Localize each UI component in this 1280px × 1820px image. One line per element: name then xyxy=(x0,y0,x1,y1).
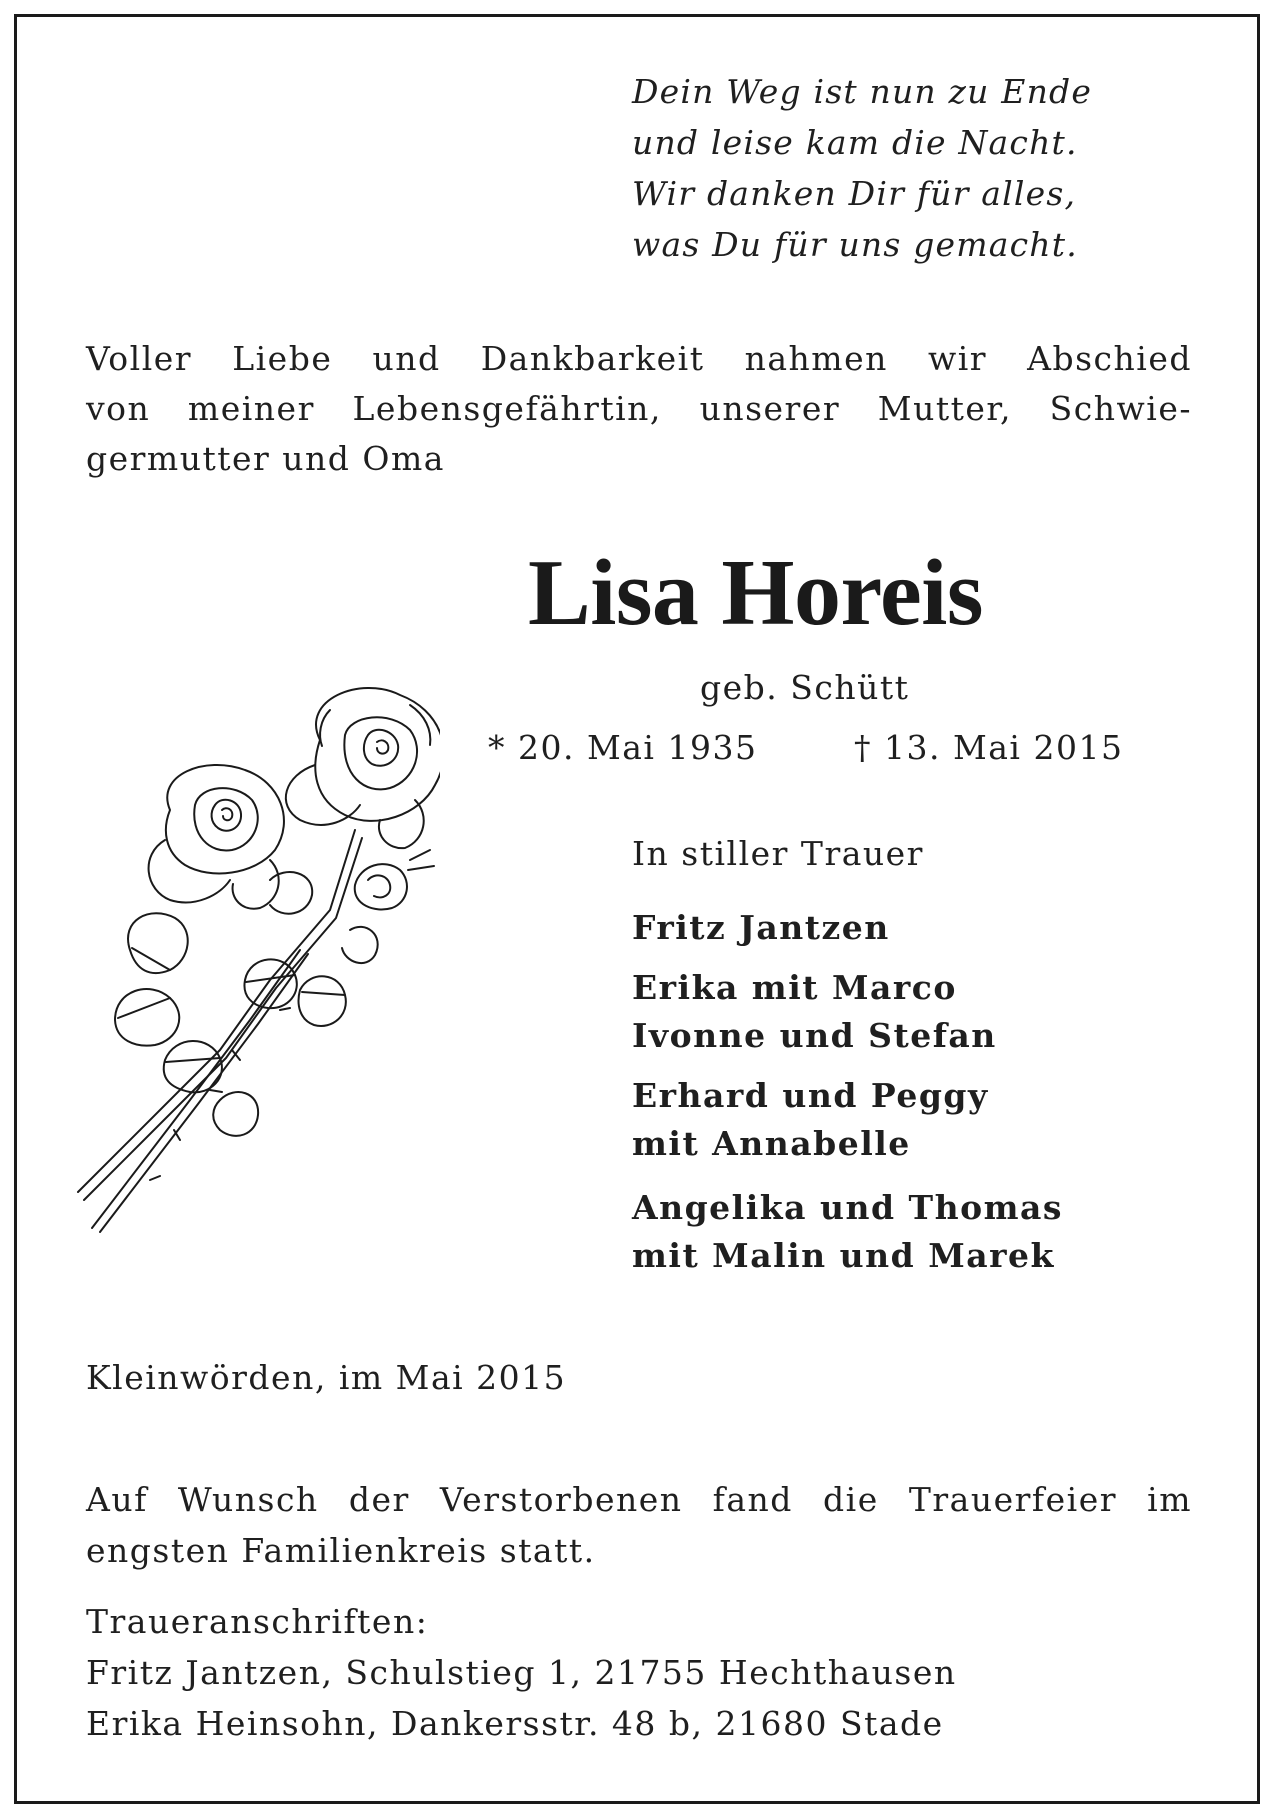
mourner-line: Erhard und Peggy xyxy=(632,1076,989,1115)
place-and-date: Kleinwörden, im Mai 2015 xyxy=(86,1358,567,1397)
rose-bloom-lower xyxy=(149,765,284,909)
mourner-line: Ivonne und Stefan xyxy=(632,1016,997,1055)
addresses xyxy=(86,1596,957,1749)
poem-line: und leise kam die Nacht. xyxy=(632,123,1078,162)
mourner-group xyxy=(632,964,997,1060)
mourner-line: mit Annabelle xyxy=(632,1124,911,1163)
mourner-group xyxy=(632,1184,1063,1280)
intro-line: Voller Liebe und Dankbarkeit nahmen wir Abschied xyxy=(86,339,1192,378)
death-date: † 13. Mai 2015 xyxy=(854,728,1124,767)
rose-bloom-upper xyxy=(286,688,440,848)
mourner-group xyxy=(632,904,890,952)
address-line: Fritz Jantzen, Schulstieg 1, 21755 Hechthausen xyxy=(86,1653,957,1692)
addresses-heading: Traueranschriften: xyxy=(86,1602,429,1641)
mourner-line: Erika mit Marco xyxy=(632,968,957,1007)
ceremony-note xyxy=(86,1474,1192,1576)
rose-bud xyxy=(355,850,434,909)
poem-line: was Du für uns gemacht. xyxy=(632,225,1078,264)
roses-illustration xyxy=(70,680,440,1240)
intro-line: von meiner Lebensgefährtin, unserer Mutter, Schwie- xyxy=(86,389,1192,428)
mourning-heading: In stiller Trauer xyxy=(632,834,924,873)
ceremony-note-line: engsten Familienkreis statt. xyxy=(86,1531,596,1570)
address-line: Erika Heinsohn, Dankersstr. 48 b, 21680 Stade xyxy=(86,1704,944,1743)
poem-line: Wir danken Dir für alles, xyxy=(632,174,1077,213)
poem-line: Dein Weg ist nun zu Ende xyxy=(632,72,1093,111)
ceremony-note-line: Auf Wunsch der Verstorbenen fand die Trauerfeier im xyxy=(86,1480,1192,1519)
mourner-group xyxy=(632,1072,989,1168)
deceased-name: Lisa Horeis xyxy=(528,541,983,645)
intro-text xyxy=(86,334,1192,484)
mourner-line: mit Malin und Marek xyxy=(632,1236,1055,1275)
intro-line: germutter und Oma xyxy=(86,439,445,478)
poem xyxy=(632,66,1092,270)
mourner-line: Fritz Jantzen xyxy=(632,908,890,947)
birth-date: * 20. Mai 1935 xyxy=(488,728,758,767)
maiden-name: geb. Schütt xyxy=(700,668,910,707)
mourner-line: Angelika und Thomas xyxy=(632,1188,1063,1227)
